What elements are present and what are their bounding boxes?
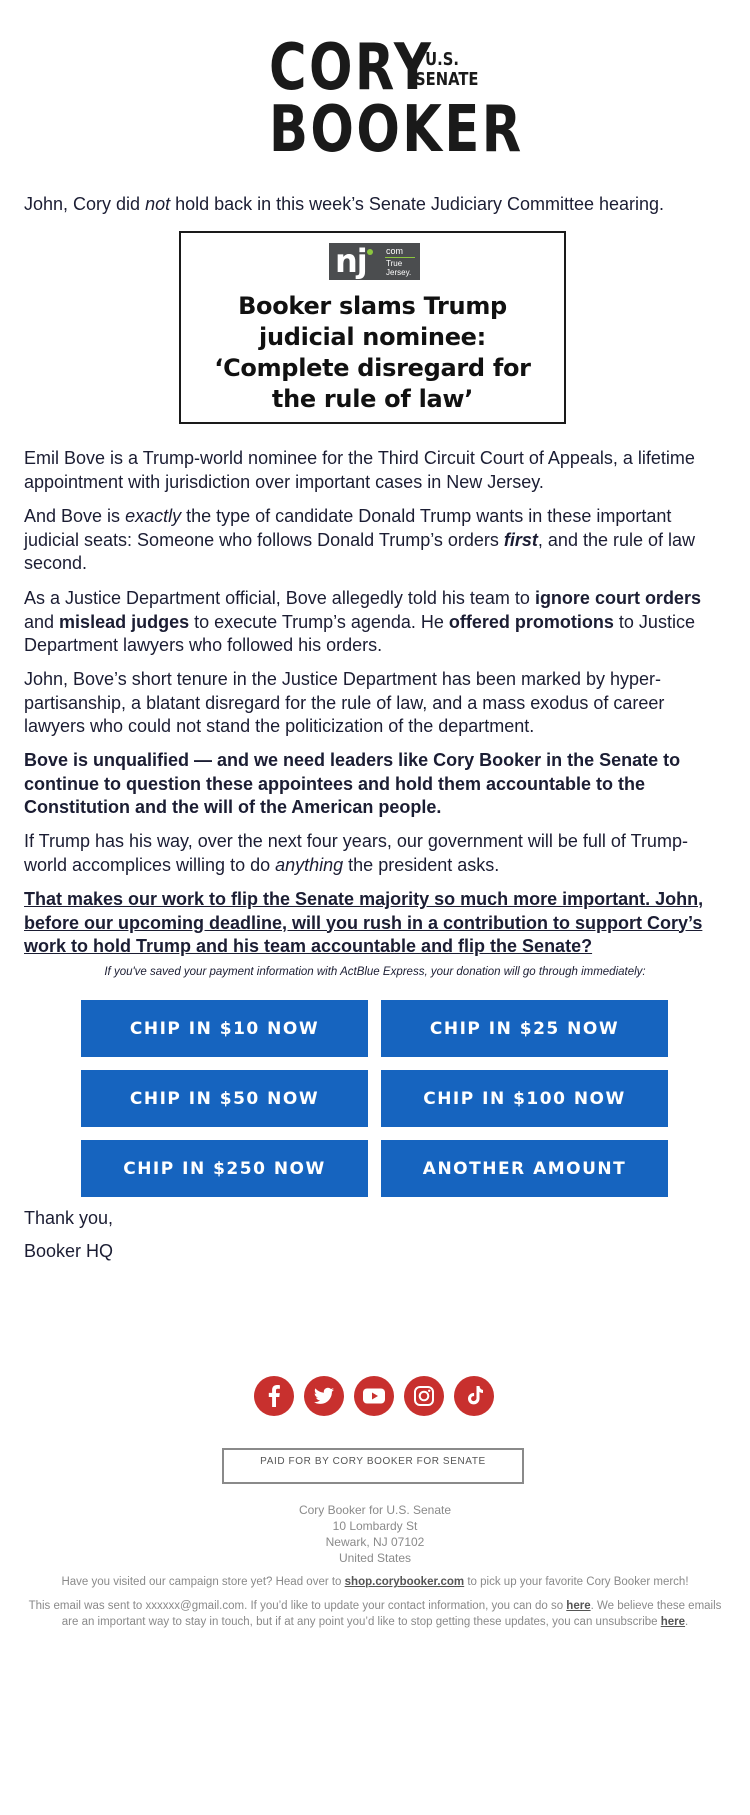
unsub-text-a: This email was sent to xxxxxx@gmail.com. If you’d like to update your contact information, you can do so <box>28 1600 567 1612</box>
p3-text-c: and <box>24 611 60 632</box>
youtube-icon[interactable] <box>354 1376 394 1416</box>
p2-text-c: the type of candidate Donald Trump wants in these important judicial seats: Someone who follows Donald Trump’s orders <box>24 506 672 550</box>
nj-logo-rule <box>385 257 415 258</box>
store-text-after: to pick up your favorite Cory Booker merch! <box>464 1576 689 1588</box>
chip-in-25-button[interactable]: CHIP IN $25 NOW <box>381 1000 668 1057</box>
news-headline: Booker slams Trump judicial nominee: ‘Complete disregard for the rule of law’ <box>214 292 531 413</box>
p3-bold-mislead-judges: mislead judges <box>59 611 190 632</box>
nj-com-logo <box>329 243 420 280</box>
address-line-4: United States <box>338 1551 412 1565</box>
chip-in-50-button[interactable]: CHIP IN $50 NOW <box>81 1070 368 1127</box>
facebook-icon[interactable] <box>254 1376 294 1416</box>
p6-text-a: If Trump has his way, over the next four years, our government will be full of Trump-world accomplices willing to do <box>24 831 688 875</box>
chip-in-10-button[interactable]: CHIP IN $10 NOW <box>81 1000 368 1057</box>
address-line-3: Newark, NJ 07102 <box>325 1535 425 1549</box>
paragraph-candidate <box>24 505 724 576</box>
p3-bold-ignore-orders: ignore court orders <box>534 588 701 608</box>
chip-in-100-button[interactable]: CHIP IN $100 NOW <box>381 1070 668 1127</box>
store-text-before: Have you visited our campaign store yet? Head over to <box>61 1576 345 1588</box>
logo-sub-us: U.S. <box>425 49 459 70</box>
p3-bold-promotions: offered promotions <box>448 611 614 632</box>
intro-text-2: hold back in this week’s Senate Judiciary Committee hearing. <box>170 194 665 214</box>
signoff-name: Booker HQ <box>24 1241 114 1261</box>
chip-in-250-button[interactable]: CHIP IN $250 NOW <box>81 1140 368 1197</box>
cta-paragraph <box>24 888 724 959</box>
update-contact-link[interactable]: here <box>566 1600 591 1612</box>
instagram-icon[interactable] <box>404 1376 444 1416</box>
unsubscribe-link[interactable]: here <box>660 1616 686 1628</box>
p2-emphasis-first: first <box>503 529 538 550</box>
unsubscribe-note <box>25 1598 725 1630</box>
twitter-icon[interactable] <box>304 1376 344 1416</box>
nj-logo-tagline: True Jersey. <box>386 259 412 277</box>
another-amount-button[interactable]: ANOTHER AMOUNT <box>381 1140 668 1197</box>
actblue-express-note: If you've saved your payment information with ActBlue Express, your donation will go through immediately: <box>104 966 646 978</box>
intro-text-1: John, Cory did <box>24 194 146 214</box>
cta-link[interactable]: That makes our work to flip the Senate majority so much more important. John, before our upcoming deadline, will you rush in a contribution to support Cory’s work to hold Trump and his team accountable and flip the Senate? <box>24 889 704 956</box>
tiktok-icon[interactable] <box>454 1376 494 1416</box>
p6-emphasis-anything: anything <box>275 854 344 875</box>
p3-text-a: As a Justice Department official, Bove allegedly told his team to <box>24 588 535 608</box>
p2-text-e: , and the rule of law second. <box>24 529 696 573</box>
paragraph-unqualified: Bove is unqualified — and we need leaders like Cory Booker in the Senate to continue to question these appointees and hold them accountable to the Constitution and the will of the American people. <box>24 750 681 817</box>
p3-text-g: to Justice Department lawyers who followed his orders. <box>24 611 695 655</box>
p3-text-e: to execute Trump’s agenda. He <box>189 611 449 632</box>
paragraph-nominee: Emil Bove is a Trump-world nominee for the Third Circuit Court of Appeals, a lifetime appointment with jurisdiction over important cases in New Jersey. <box>24 448 695 492</box>
p2-text-a: And Bove is <box>24 506 126 526</box>
signoff-thanks: Thank you, <box>24 1208 114 1228</box>
address-line-1: Cory Booker for U.S. Senate <box>298 1503 452 1517</box>
p2-emphasis-exactly: exactly <box>125 506 182 526</box>
nj-logo-dot <box>367 249 373 255</box>
p6-text-c: the president asks. <box>343 854 500 875</box>
paragraph-trump-way <box>24 830 724 877</box>
paid-for-disclaimer: PAID FOR BY CORY BOOKER FOR SENATE <box>222 1448 524 1484</box>
social-links <box>254 1376 496 1418</box>
news-headline-card[interactable] <box>179 231 566 424</box>
intro-paragraph <box>24 193 724 217</box>
cory-booker-logo <box>269 31 524 167</box>
address-line-2: 10 Lombardy St <box>332 1519 418 1533</box>
logo-sub-senate: SENATE <box>415 69 479 90</box>
logo-word-booker: BOOKER <box>269 93 524 167</box>
logo-word-cory: CORY <box>269 31 434 105</box>
logo-us-senate <box>415 49 479 90</box>
nj-logo-com: com <box>386 246 404 256</box>
unsub-text-c: . <box>685 1616 689 1628</box>
store-link[interactable]: shop.corybooker.com <box>344 1576 465 1588</box>
paragraph-tenure: John, Bove’s short tenure in the Justice Department has been marked by hyper-partisanship, a blatant disregard for the rule of law, and a mass exodus of career lawyers who could not stand the politicization of the department. <box>24 669 665 736</box>
store-promo <box>25 1574 725 1590</box>
paragraph-justice-department <box>24 587 724 658</box>
nj-logo-letters: nj <box>335 242 367 280</box>
unsub-text-b: . We believe these emails are an important way to stay in touch, but if at any point you’d like to stop getting these updates, you can unsubscribe <box>61 1600 722 1628</box>
intro-emphasis: not <box>145 194 171 214</box>
